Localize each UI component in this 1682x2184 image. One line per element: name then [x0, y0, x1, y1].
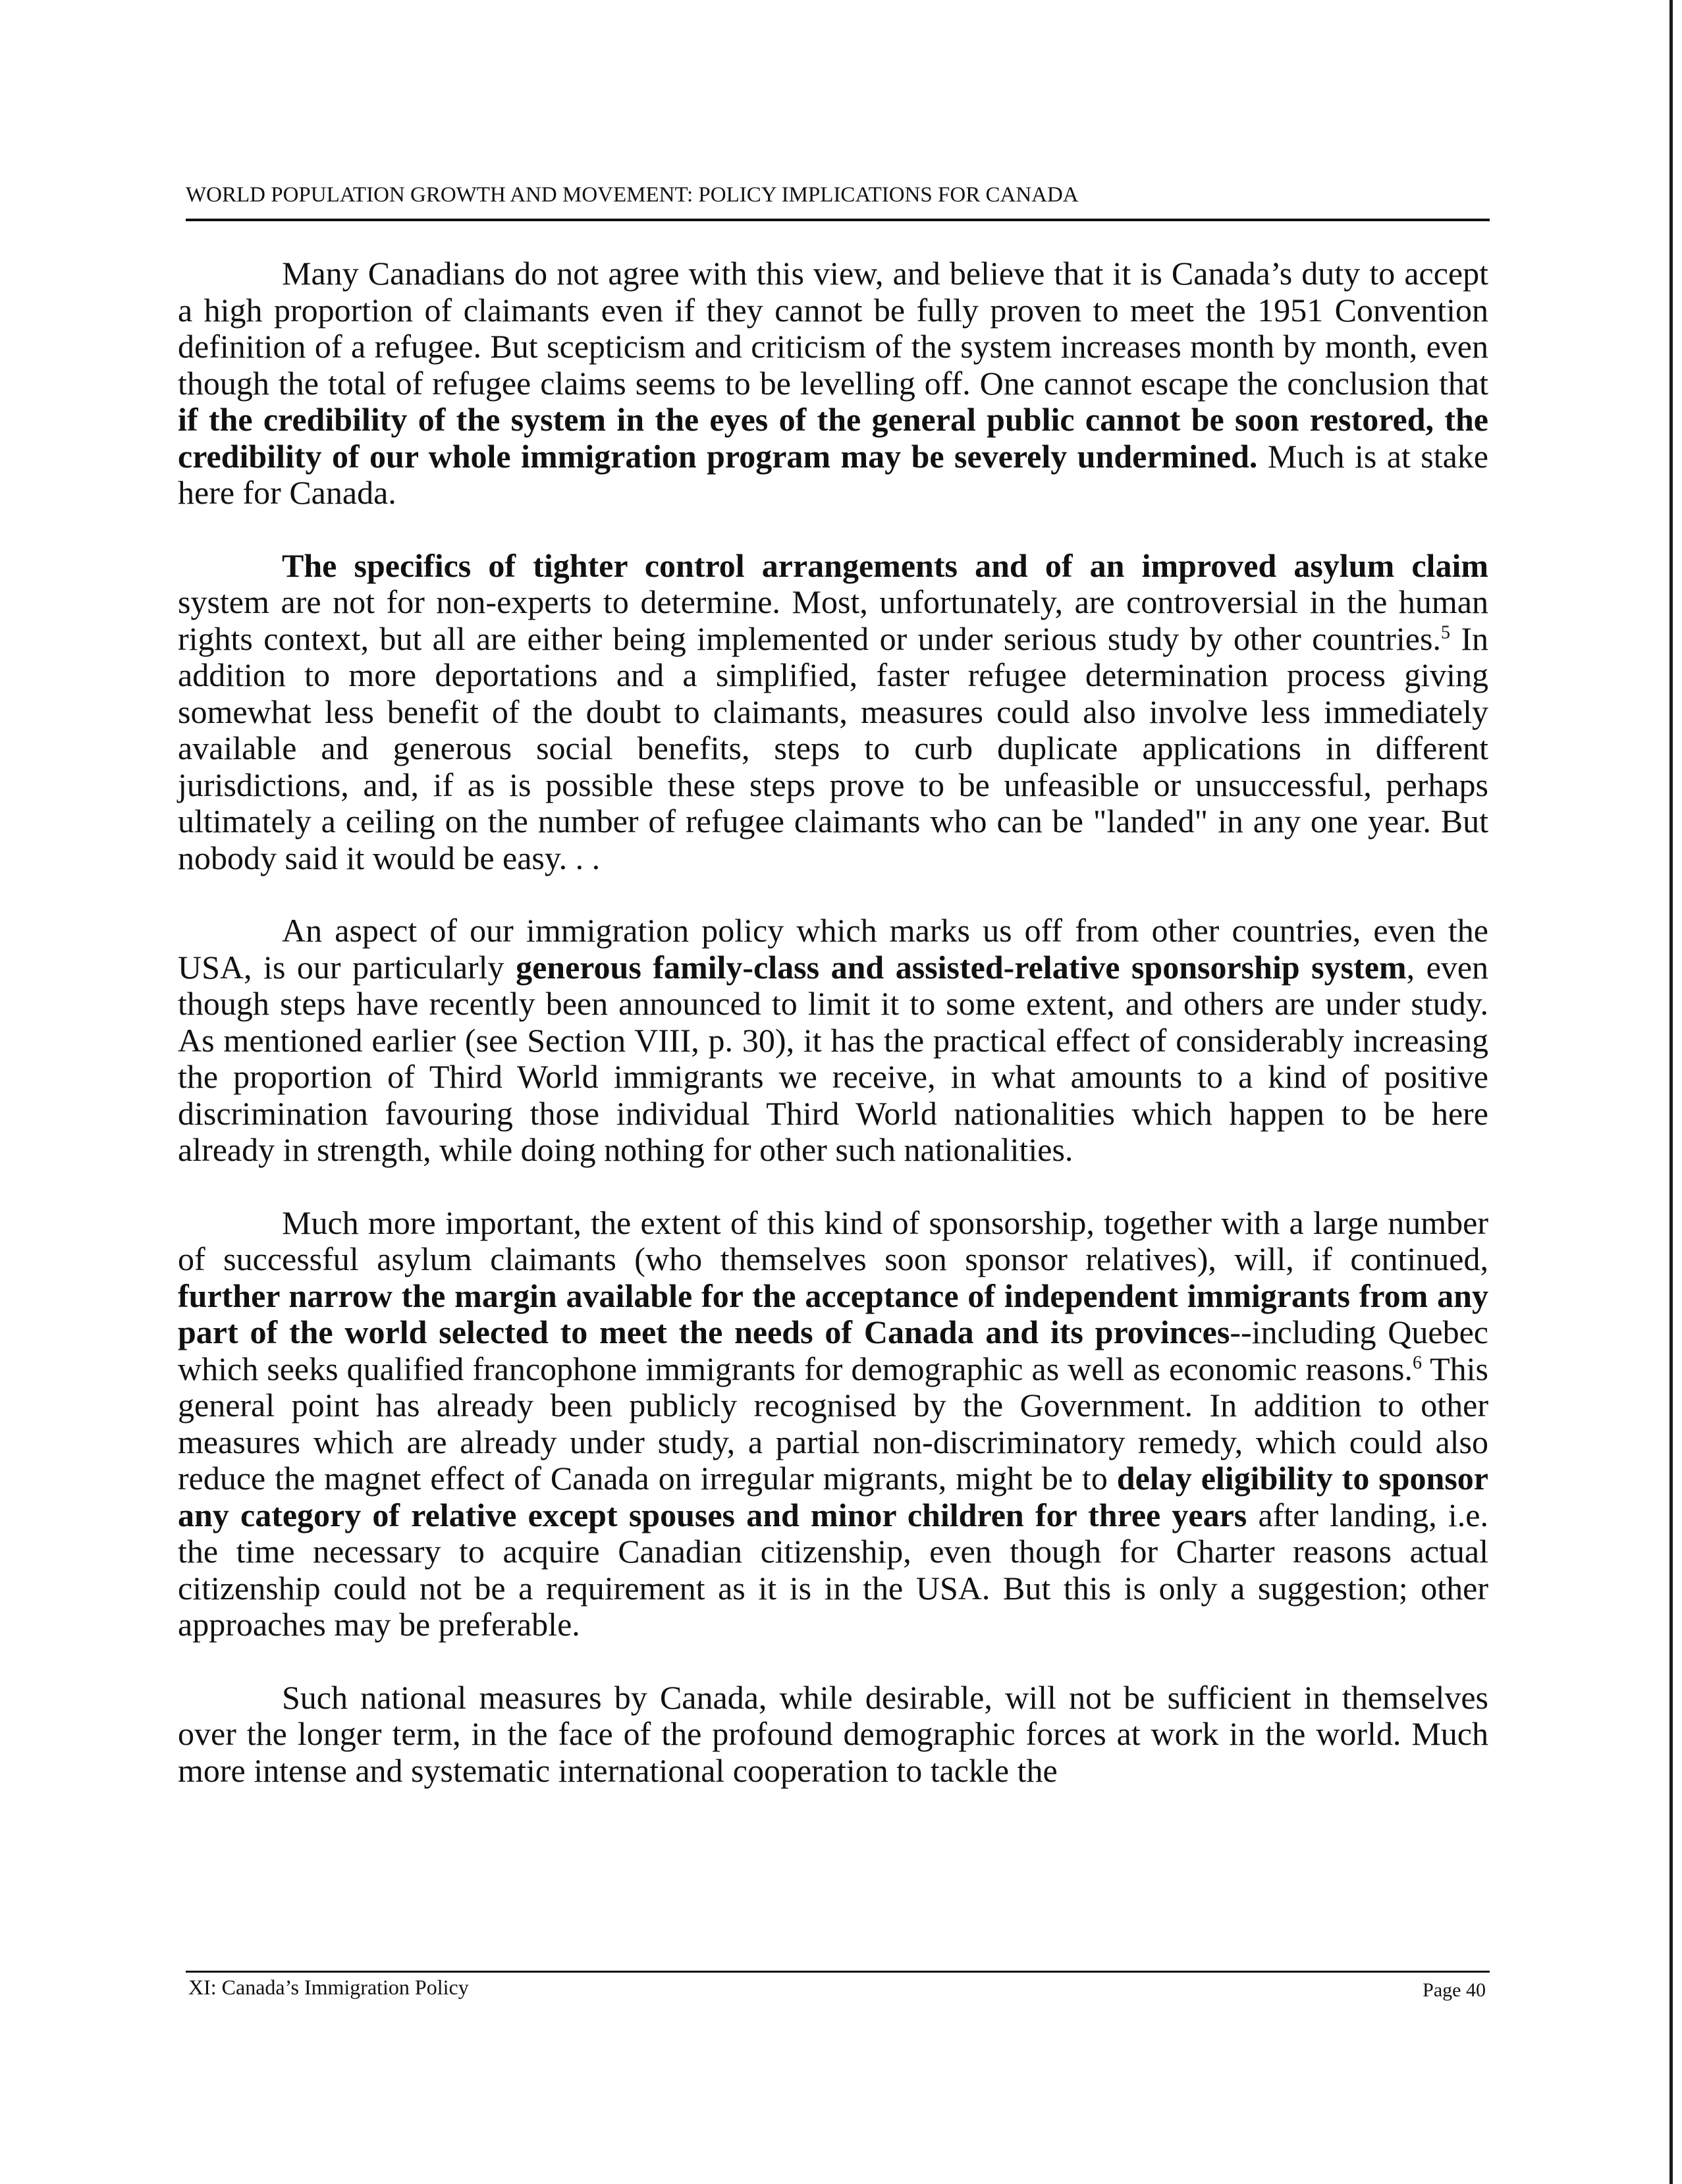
page-number: Page 40: [1423, 1979, 1486, 2001]
text-run: Such national measures by Canada, while desirable, will not be sufficient in themselves over the longer term, in the face of the profound demographic forces at work in the world. Much more intense and systematic international cooperation to tackle the: [178, 1678, 1488, 1789]
footnote-ref: 6: [1412, 1352, 1422, 1373]
text-run: system are not for non-experts to determine. Most, unfortunately, are controversial in the human rights context, but all are either being implemented or under serious study by other countries.: [178, 583, 1488, 657]
text-run: Much more important, the extent of this kind of sponsorship, together with a large number of successful asylum claimants (who themselves soon sponsor relatives), will, if continued,: [178, 1204, 1488, 1277]
text-run: This general point has already been publicly recognised by the Government. In addition to other measures which are already under study, a partial non-discriminatory remedy, which could also reduce the magnet effect of Canada on irregular migrants, might be to: [178, 1350, 1488, 1497]
text-run: Many Canadians do not agree with this view, and believe that it is Canada’s duty to accept a high proportion of claimants even if they cannot be fully proven to meet the 1951 Convention definition of a refugee. But scepticism and criticism of the system increases month by month, even though the total of refugee claims seems to be levelling off. One cannot escape the conclusion that: [178, 255, 1488, 402]
bold-emphasis: if the credibility of the system in the eyes of the general public cannot be soon restored, the credibility of our whole immigration program may be severely undermined.: [178, 401, 1488, 475]
text-run: , even though steps have recently been announced to limit it to some extent, and others are under study. As mentioned earlier (see Section VIII, p. 30), it has the practical effect of considerably increasing the proportion of Third World immigrants we receive, in what amounts to a kind of positive discrimination favouring those individual Third World nationalities which happen to be here already in strength, while doing nothing for other such nationalities.: [178, 948, 1489, 1168]
paragraph: [178, 255, 1488, 512]
bold-emphasis: further narrow the margin available for the acceptance of independent immigrants from any part of the world selected to meet the needs of Canada and its provinces: [178, 1277, 1488, 1350]
paragraph: [178, 1205, 1488, 1643]
paragraph: [178, 1680, 1488, 1790]
bold-emphasis: generous family-class and assisted-relative sponsorship system: [516, 948, 1407, 986]
paragraph: [178, 548, 1488, 877]
page-edge-line: [1669, 0, 1673, 2184]
paragraph: [178, 913, 1488, 1169]
text-run: Much is at stake here for Canada.: [178, 437, 1489, 511]
footer-rule: [186, 1971, 1490, 1973]
text-run: An aspect of our immigration policy which marks us off from other countries, even the USA, is our particularly: [178, 912, 1488, 986]
body-text: [178, 255, 1488, 1825]
footer-section-title: XI: Canada’s Immigration Policy: [188, 1975, 469, 1999]
text-run: --including Quebec which seeks qualified francophone immigrants for demographic as well as economic reasons.: [178, 1314, 1488, 1387]
running-header: WORLD POPULATION GROWTH AND MOVEMENT: POLICY IMPLICATIONS FOR CANADA: [186, 183, 1079, 207]
header-rule: [186, 219, 1490, 221]
text-run: In addition to more deportations and a simplified, faster refugee determination process giving somewhat less benefit of the doubt to claimants, measures could also involve less immediately available and generous social benefits, steps to curb duplicate applications in different jurisdictions, and, if as is possible these steps prove to be unfeasible or unsuccessful, perhaps ultimately a ceiling on the number of refugee claimants who can be "landed" in any one year. But nobody said it would be easy. . .: [178, 620, 1488, 876]
footnote-ref: 5: [1440, 622, 1450, 643]
bold-emphasis: The specifics of tighter control arrangements and of an improved asylum claim: [282, 546, 1488, 584]
text-run: after landing, i.e. the time necessary to acquire Canadian citizenship, even though for Charter reasons actual citizenship could not be a requirement as it is in the USA. But this is only a suggestion; other approaches may be preferable.: [178, 1496, 1489, 1643]
bold-emphasis: delay eligibility to sponsor any category of relative except spouses and minor children for three years: [178, 1460, 1489, 1533]
